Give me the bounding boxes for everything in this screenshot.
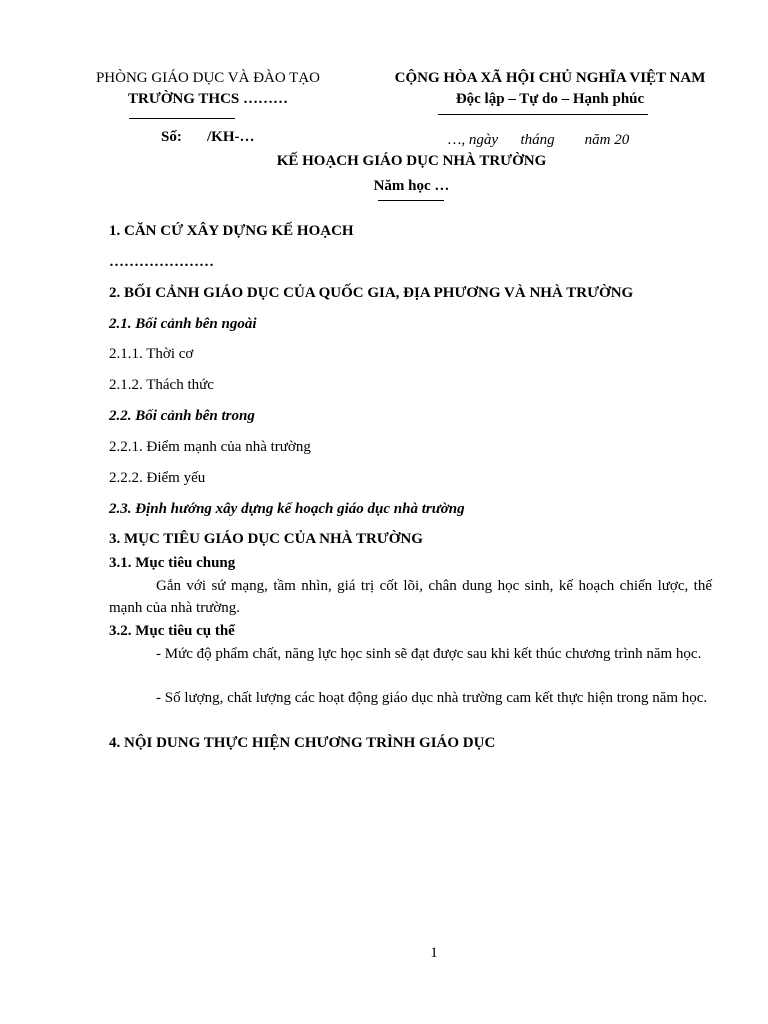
- section-2-1-heading: 2.1. Bối cảnh bên ngoài: [109, 316, 257, 332]
- section-3-2-paragraph-2: [109, 687, 712, 709]
- section-3-2-heading: 3.2. Mục tiêu cụ thể: [109, 623, 235, 639]
- department-name: PHÒNG GIÁO DỤC VÀ ĐÀO TẠO: [95, 70, 321, 86]
- school-year: Năm học …: [373, 178, 450, 194]
- national-motto: Độc lập – Tự do – Hạnh phúc: [455, 91, 645, 107]
- section-3-1-text: Gắn với sứ mạng, tầm nhìn, giá trị cốt lõi, chân dung học sinh, kế hoạch chiến lược, thế mạnh của nhà trường.: [109, 578, 712, 616]
- section-3-2-paragraph-1: [109, 643, 712, 665]
- section-3-2-text-1: - Mức độ phẩm chất, năng lực học sinh sẽ đạt được sau khi kết thúc chương trình năm học.: [156, 646, 702, 662]
- section-3-heading: 3. MỤC TIÊU GIÁO DỤC CỦA NHÀ TRƯỜNG: [109, 531, 423, 547]
- right-header-underline: [438, 114, 648, 115]
- section-1-placeholder: …………………: [109, 254, 214, 270]
- section-2-heading: 2. BỐI CẢNH GIÁO DỤC CỦA QUỐC GIA, ĐỊA PHƯƠNG VÀ NHÀ TRƯỜNG: [109, 285, 634, 301]
- section-3-1-heading: 3.1. Mục tiêu chung: [109, 555, 236, 571]
- section-2-2-heading: 2.2. Bối cảnh bên trong: [109, 408, 255, 424]
- republic-name: CỘNG HÒA XÃ HỘI CHỦ NGHĨA VIỆT NAM: [394, 70, 706, 86]
- section-3-1-paragraph: [109, 575, 712, 619]
- section-3-2-text-2: - Số lượng, chất lượng các hoạt động giáo dục nhà trường cam kết thực hiện trong năm học.: [156, 690, 708, 706]
- document-number-value: /KH-…: [207, 129, 255, 145]
- section-2-2-2: 2.2.2. Điểm yếu: [109, 470, 206, 486]
- date-line: …, ngày tháng năm 20: [448, 132, 630, 148]
- section-2-2-1: 2.2.1. Điểm mạnh của nhà trường: [109, 439, 311, 455]
- page-number: 1: [430, 945, 438, 961]
- left-header-underline: [129, 118, 235, 119]
- section-1-heading: 1. CĂN CỨ XÂY DỰNG KẾ HOẠCH: [109, 223, 354, 239]
- school-name: TRƯỜNG THCS ………: [127, 91, 289, 107]
- document-title: KẾ HOẠCH GIÁO DỤC NHÀ TRƯỜNG: [276, 153, 547, 169]
- section-2-3-heading: 2.3. Định hướng xây dựng kế hoạch giáo dục nhà trường: [109, 501, 465, 517]
- title-underline: [378, 200, 444, 201]
- section-2-1-1: 2.1.1. Thời cơ: [109, 346, 194, 362]
- section-4-heading: 4. NỘI DUNG THỰC HIỆN CHƯƠNG TRÌNH GIÁO DỤC: [109, 735, 496, 751]
- document-number-label: Số:: [161, 129, 182, 145]
- section-2-1-2: 2.1.2. Thách thức: [109, 377, 214, 393]
